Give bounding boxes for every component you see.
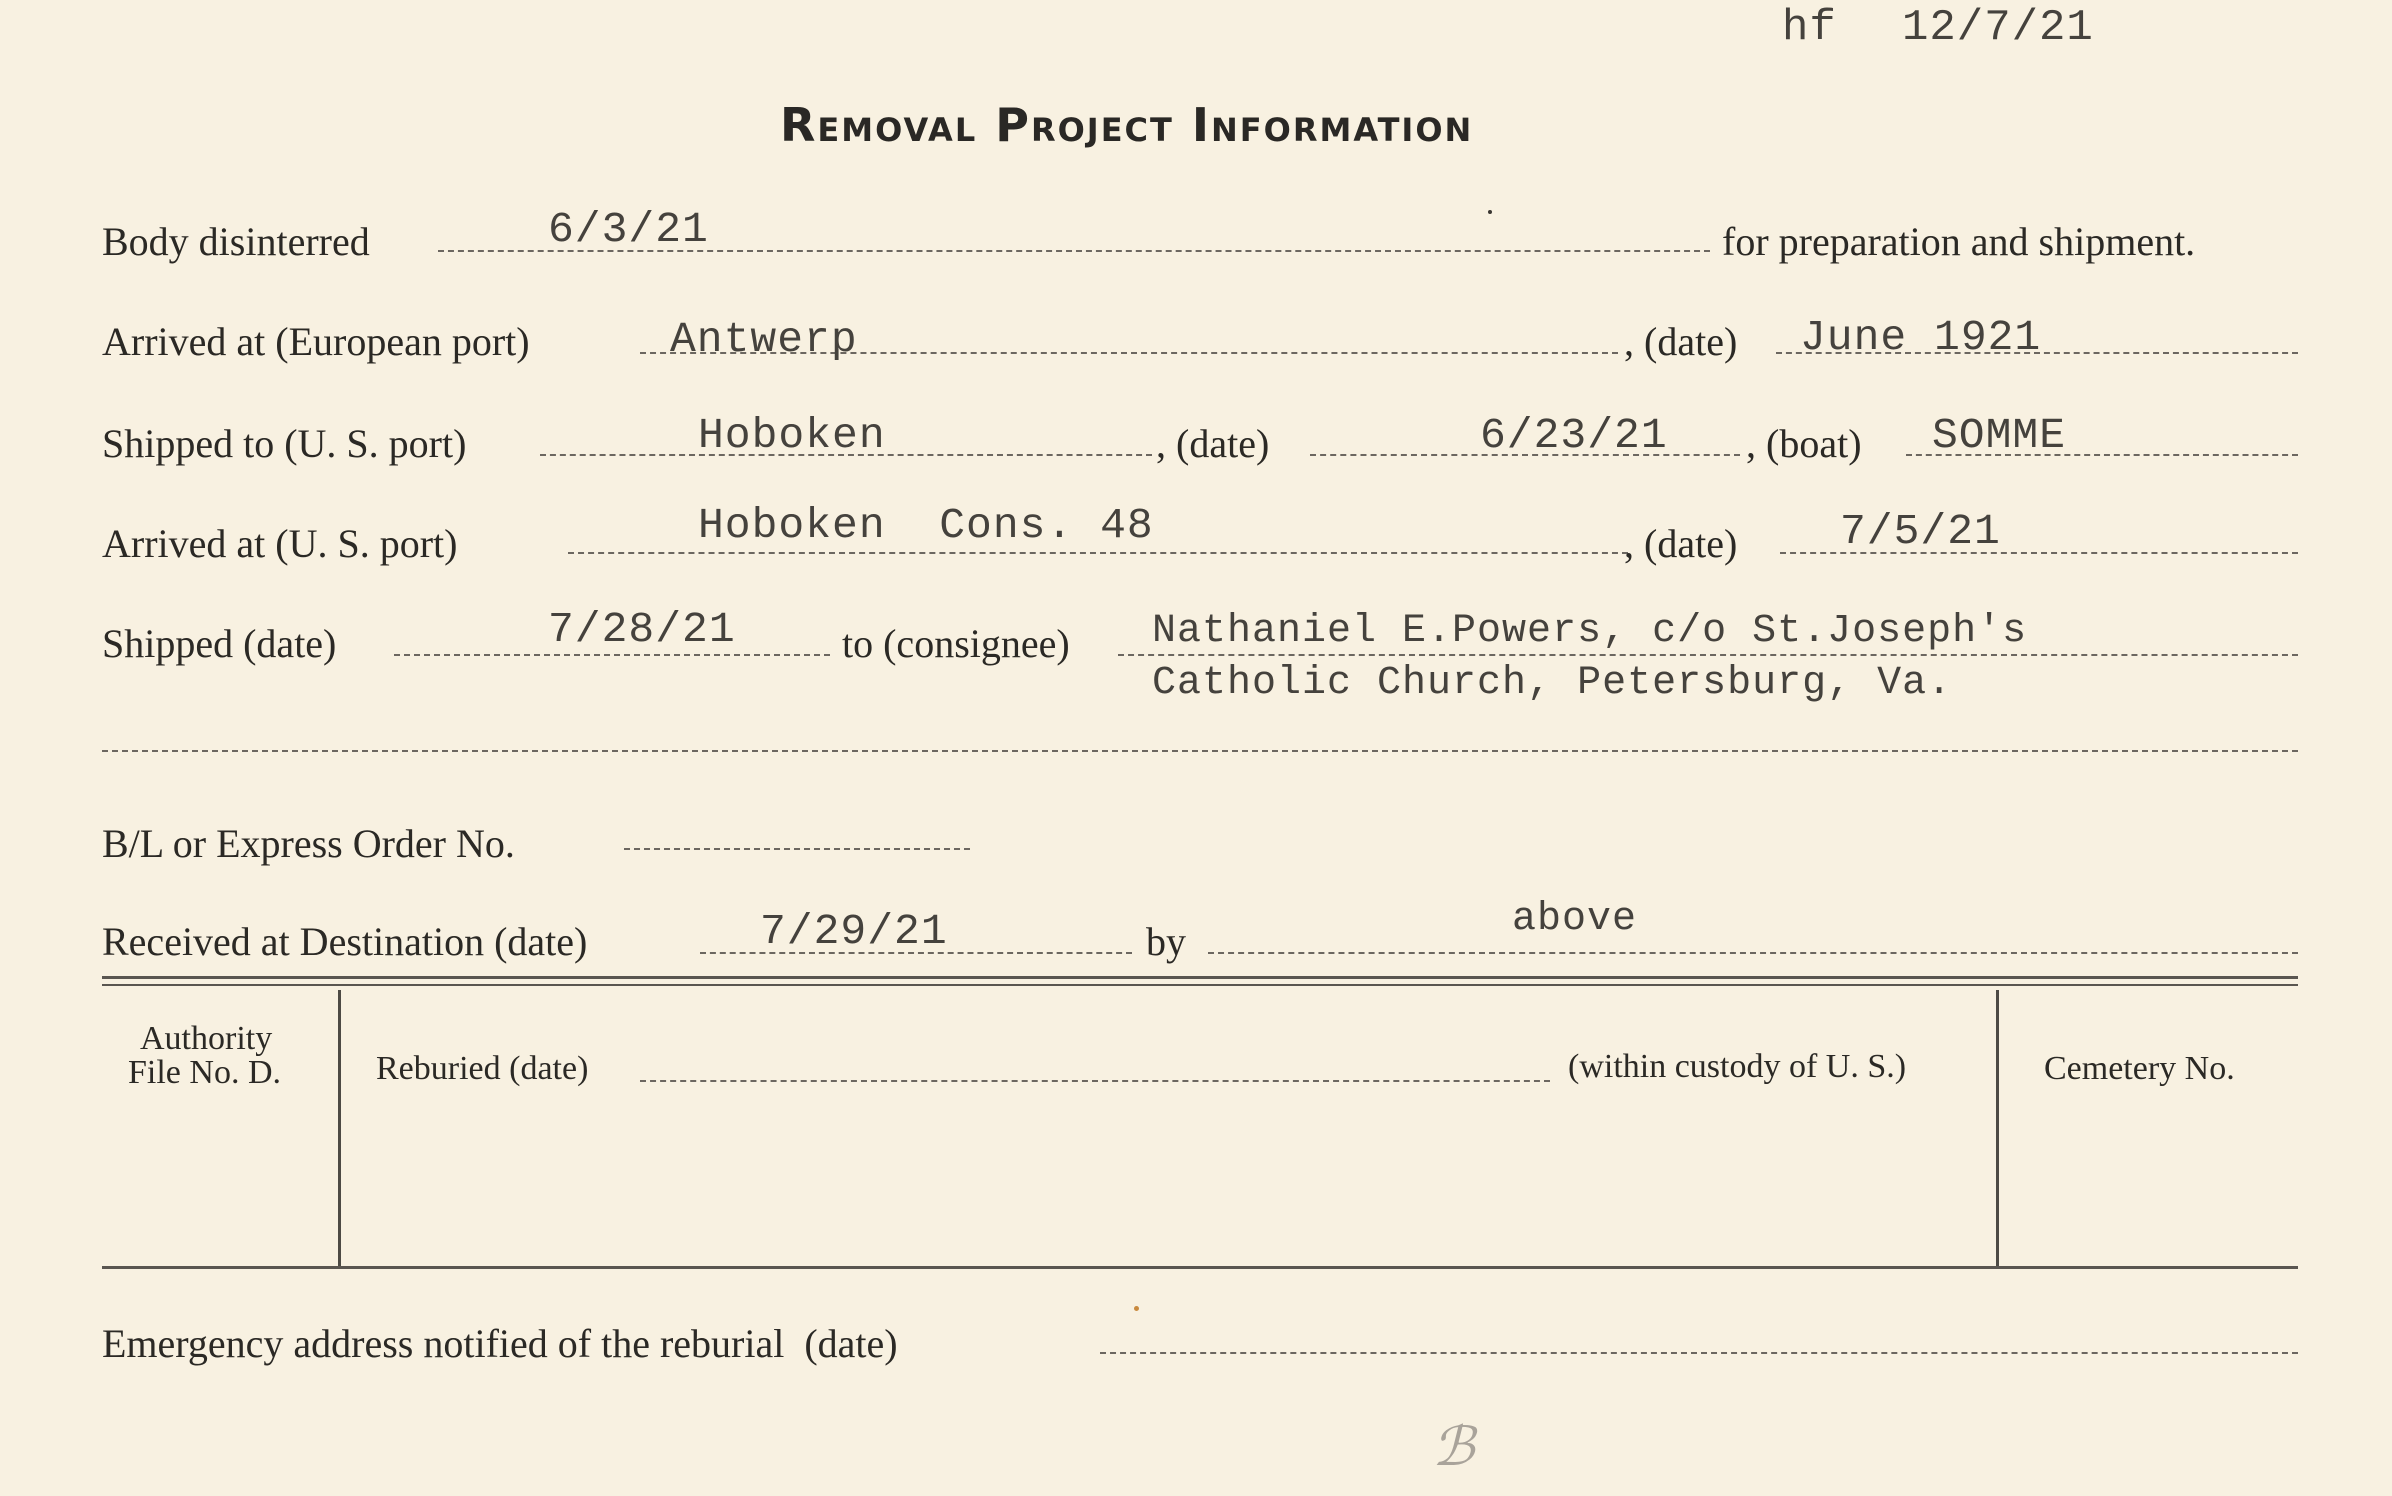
- arrived-us-value[interactable]: Hoboken Cons. 48: [698, 501, 1154, 550]
- arrived-european-date[interactable]: June 1921: [1800, 313, 2042, 362]
- received-value[interactable]: 7/29/21: [760, 907, 948, 956]
- shipped-date-line: [394, 654, 830, 656]
- table-divider-right: [1996, 990, 1999, 1266]
- shipped-date-label: Shipped (date): [102, 621, 337, 666]
- cemetery-label: Cemetery No.: [2044, 1050, 2235, 1087]
- initials: hf: [1782, 3, 1837, 53]
- table-top-rule: [102, 976, 2298, 979]
- table-top-rule-2: [102, 984, 2298, 986]
- received-by-line: [1208, 952, 2298, 954]
- ink-speck: [1488, 210, 1492, 214]
- received-by-label: by: [1146, 919, 1186, 964]
- arrived-european-date-label: , (date): [1624, 319, 1738, 364]
- custody-label: (within custody of U. S.): [1568, 1048, 1907, 1085]
- consignee-line: [1118, 654, 2298, 656]
- disinterred-value[interactable]: 6/3/21: [548, 205, 709, 254]
- emergency-line: [1100, 1352, 2298, 1354]
- shipped-us-date-label: , (date): [1156, 421, 1270, 466]
- received-by-value[interactable]: above: [1512, 897, 1638, 942]
- authority-label-2: File No. D.: [128, 1054, 281, 1091]
- shipped-date-value[interactable]: 7/28/21: [548, 605, 736, 654]
- arrived-european-value[interactable]: Antwerp: [670, 315, 858, 364]
- shipped-us-date[interactable]: 6/23/21: [1480, 411, 1668, 460]
- arrived-european-label: Arrived at (European port): [102, 319, 530, 364]
- arrived-us-date-label: , (date): [1624, 521, 1738, 566]
- shipped-us-boat-label: , (boat): [1746, 421, 1862, 466]
- disinterred-suffix: for preparation and shipment.: [1722, 219, 2196, 264]
- shipped-us-boat[interactable]: SOMME: [1932, 411, 2067, 460]
- arrived-us-label: Arrived at (U. S. port): [102, 521, 458, 566]
- bl-line: [624, 848, 970, 850]
- continuation-line: [102, 750, 2298, 752]
- header-date: 12/7/21: [1902, 3, 2094, 53]
- table-divider-left: [338, 990, 341, 1266]
- reburied-label: Reburied (date): [376, 1050, 589, 1087]
- consignee-line-2[interactable]: Catholic Church, Petersburg, Va.: [1152, 661, 1953, 706]
- page-title: Removal Project Information: [780, 98, 1474, 152]
- shipped-us-label: Shipped to (U. S. port): [102, 421, 467, 466]
- arrived-us-date[interactable]: 7/5/21: [1840, 507, 2001, 556]
- consignee-label: to (consignee): [842, 621, 1070, 666]
- ink-speck: [1134, 1306, 1139, 1311]
- disinterred-label: Body disinterred: [102, 219, 370, 264]
- bl-label: B/L or Express Order No.: [102, 821, 515, 866]
- authority-label-1: Authority: [140, 1020, 273, 1057]
- received-label: Received at Destination (date): [102, 919, 588, 964]
- pencil-mark: ℬ: [1432, 1415, 1475, 1478]
- reburied-line: [640, 1080, 1550, 1082]
- shipped-us-value[interactable]: Hoboken: [698, 411, 886, 460]
- emergency-label: Emergency address notified of the reburial (date): [102, 1321, 898, 1366]
- arrived-us-line: [568, 552, 1628, 554]
- table-bottom-rule: [102, 1266, 2298, 1269]
- consignee-line-1[interactable]: Nathaniel E.Powers, c/o St.Joseph's: [1152, 609, 2028, 654]
